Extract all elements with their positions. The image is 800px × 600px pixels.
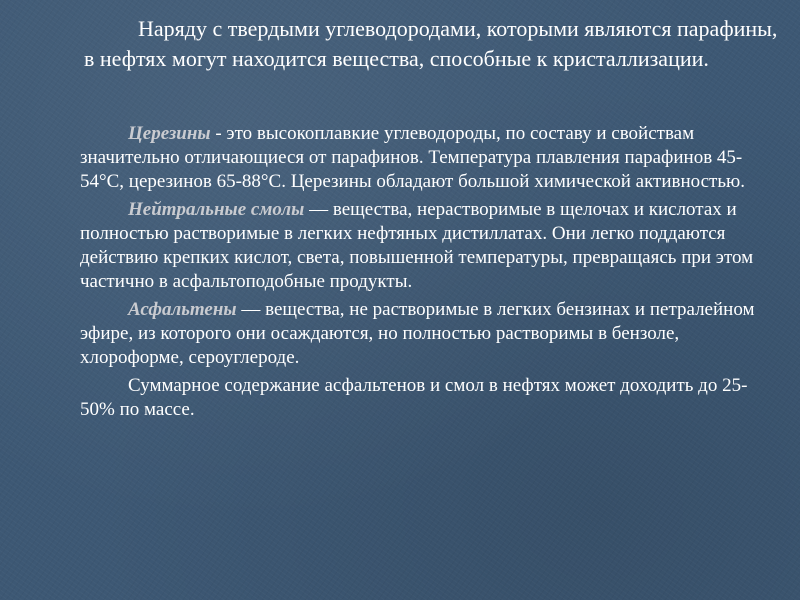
term-ceresins: Церезины bbox=[128, 123, 211, 144]
term-asphaltenes: Асфальтены bbox=[128, 299, 237, 320]
term-neutral-resins: Нейтральные смолы bbox=[128, 199, 305, 220]
summary-paragraph bbox=[80, 374, 780, 422]
summary-text: Суммарное содержание асфальтенов и смол в нефтях может доходить до 25-50% по массе. bbox=[80, 375, 748, 420]
definition-paragraph-neutral-resins bbox=[80, 198, 780, 294]
definitions-block bbox=[80, 122, 780, 426]
intro-paragraph: Наряду с твердыми углеводородами, которыми являются парафины, в нефтях могут находится вещества, способные к кристаллизации. bbox=[84, 16, 778, 71]
definition-paragraph-ceresins bbox=[80, 122, 780, 194]
definition-text-ceresins: - это высокоплавкие углеводороды, по составу и свойствам значительно отличающиеся от парафинов. Температура плавления парафинов 45-54°С, церезинов 65-88°С. Церезины обладают большой химической активностью. bbox=[80, 123, 745, 192]
definition-paragraph-asphaltenes bbox=[80, 298, 780, 370]
definition-text-neutral-resins: — вещества, нерастворимые в щелочах и кислотах и полностью растворимые в легких нефтяных дистиллатах. Они легко поддаются действию крепких кислот, света, повышенной температуры, превращаясь при этом частично в асфальтоподобные продукты. bbox=[80, 199, 754, 292]
definition-text-asphaltenes: — вещества, не растворимые в легких бензинах и петралейном эфире, из которого они осаждаются, но полностью растворимы в бензоле, хлороформе, сероуглероде. bbox=[80, 299, 755, 368]
